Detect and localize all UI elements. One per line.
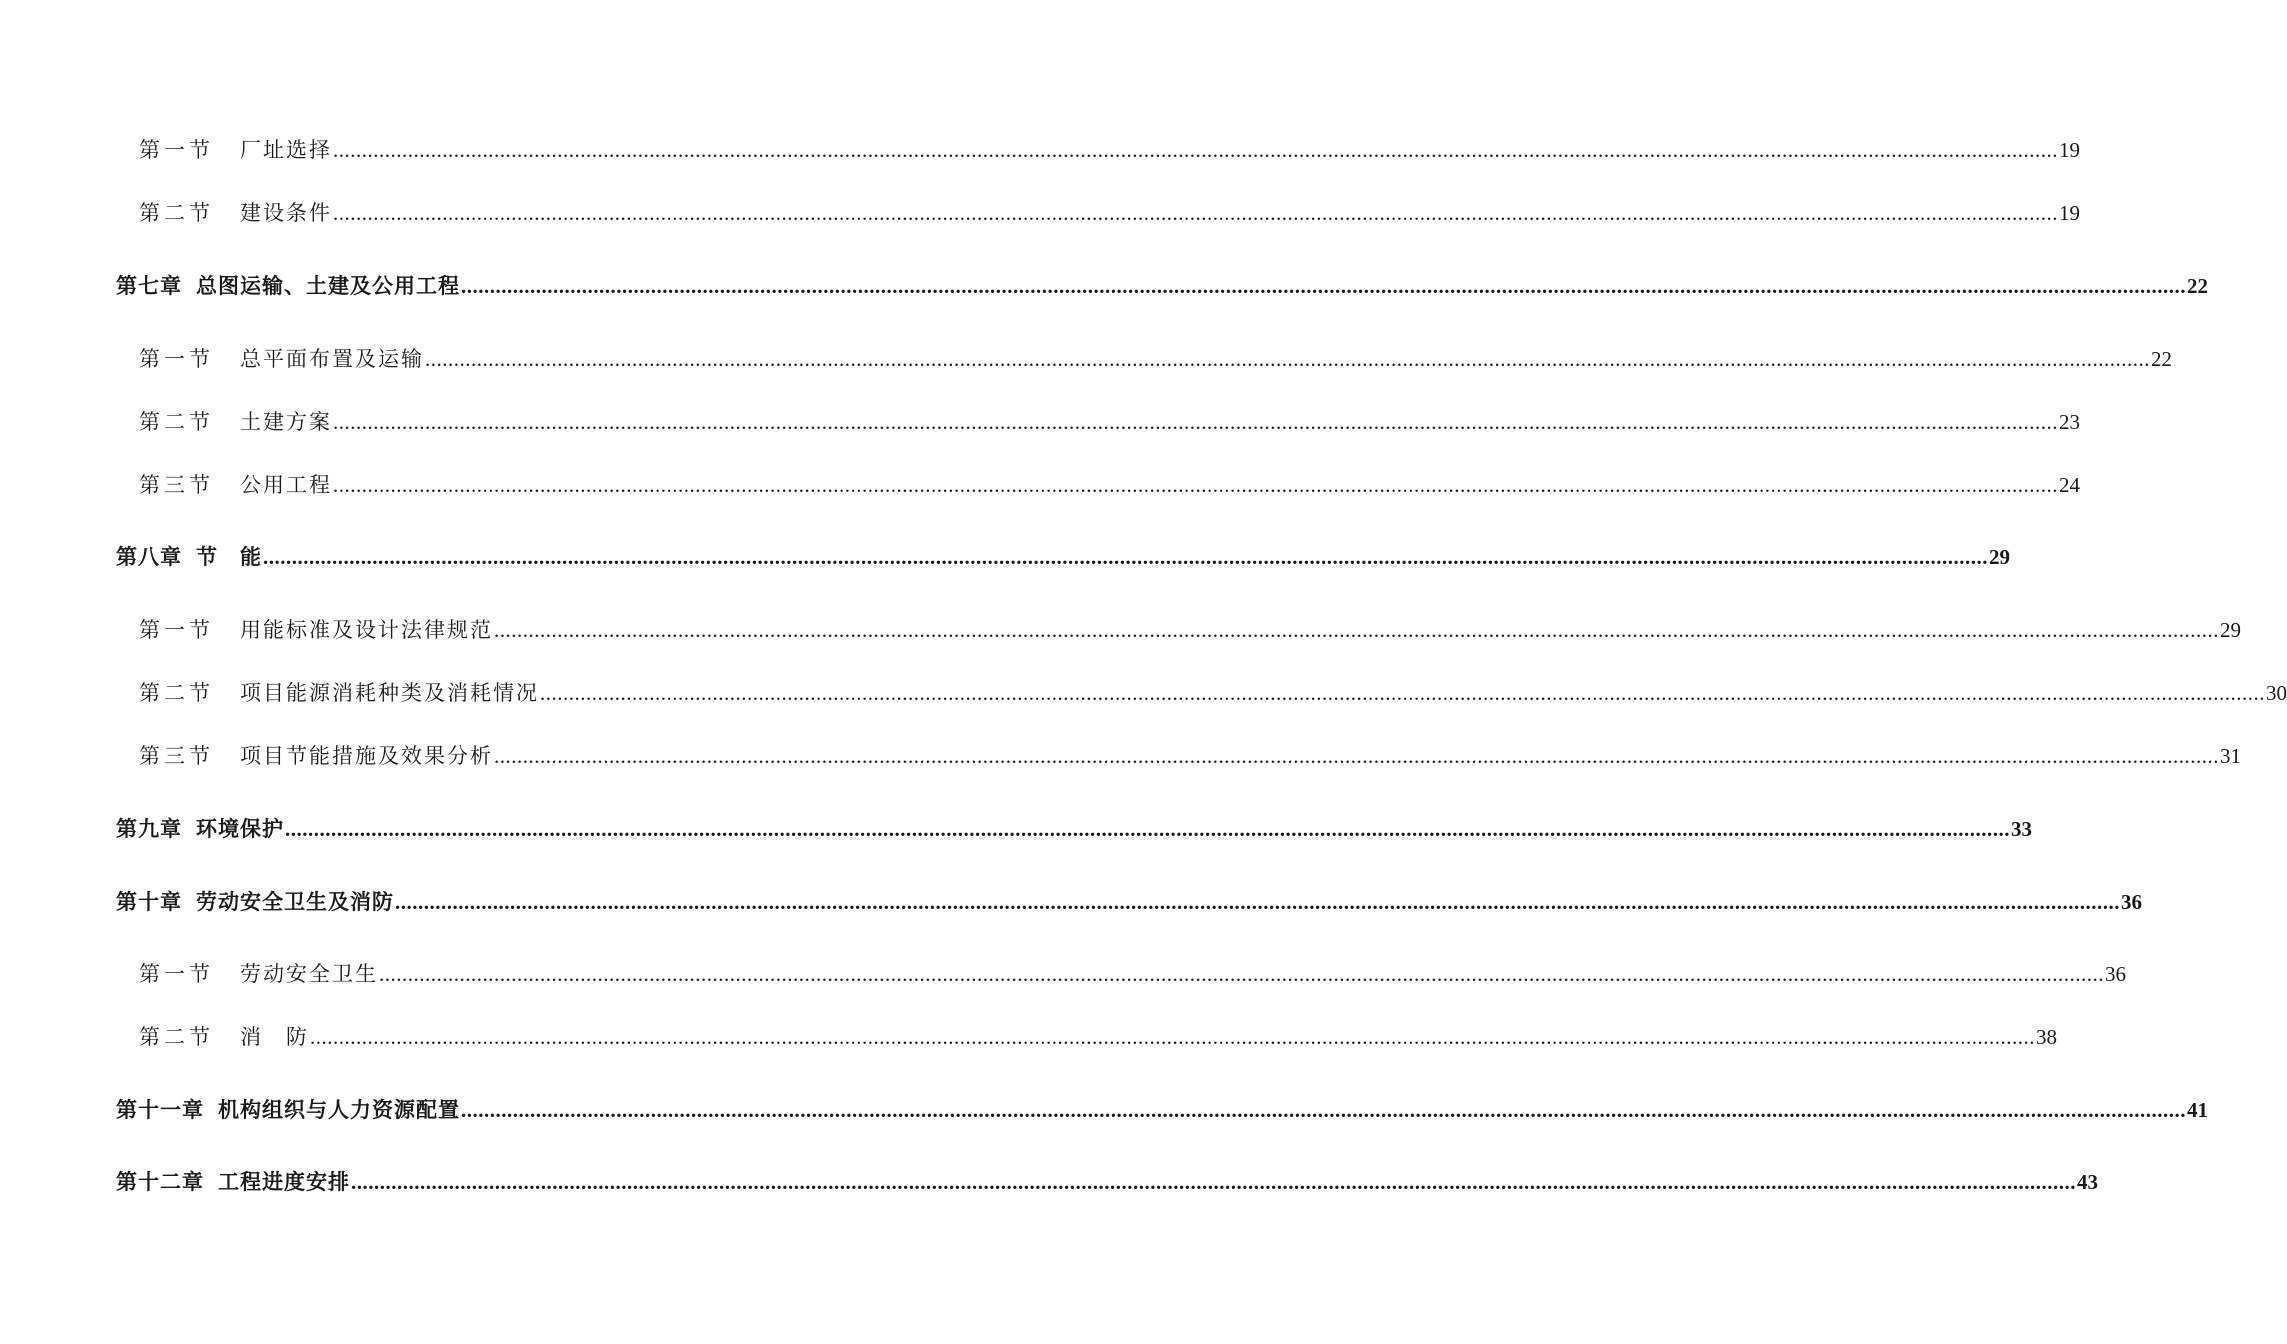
toc-entry[interactable] (139, 197, 2080, 227)
toc-entry[interactable] (116, 270, 2208, 300)
toc-leader-dots: ............................................................................................................................................................................................................................................................................................................ (395, 890, 2120, 914)
toc-entry[interactable] (116, 813, 2032, 843)
toc-entry-page: 41 (2187, 1098, 2208, 1122)
toc-entry-title: 土建方案 (240, 410, 332, 434)
toc-leader-dots: ............................................................................................................................................................................................................................................................................................................ (263, 545, 1988, 569)
toc-entry-page: 36 (2121, 890, 2142, 914)
toc-entry-title: 劳动安全卫生及消防 (196, 889, 394, 914)
toc-leader-dots: ............................................................................................................................................................................................................................................................................................................ (425, 347, 2150, 371)
toc-entry-page: 33 (2011, 817, 2032, 841)
toc-entry[interactable] (116, 886, 2142, 916)
toc-entry[interactable] (116, 541, 2010, 571)
toc-entry-number: 第十一章 (116, 1097, 204, 1122)
toc-entry-title: 建设条件 (240, 201, 332, 225)
toc-leader-dots: ............................................................................................................................................................................................................................................................................................................ (461, 1098, 2186, 1122)
toc-entry-number: 第一节 (139, 347, 214, 371)
toc-entry-title: 公用工程 (240, 473, 332, 497)
toc-entry[interactable] (139, 343, 2172, 373)
toc-entry-number: 第二节 (139, 681, 214, 705)
toc-leader-dots: ............................................................................................................................................................................................................................................................................................................ (494, 618, 2219, 642)
toc-entry-title: 机构组织与人力资源配置 (218, 1097, 460, 1122)
toc-entry[interactable] (116, 1166, 2098, 1196)
toc-entry-title: 节 能 (196, 544, 262, 569)
toc-entry[interactable] (139, 677, 2287, 707)
toc-leader-dots: ............................................................................................................................................................................................................................................................................................................ (351, 1170, 2076, 1194)
toc-entry[interactable] (139, 1021, 2057, 1051)
toc-entry[interactable] (116, 1094, 2208, 1124)
toc-entry-title: 厂址选择 (240, 138, 332, 162)
toc-entry-page: 19 (2059, 138, 2080, 162)
toc-entry-number: 第三节 (139, 744, 214, 768)
toc-entry-page: 36 (2105, 962, 2126, 986)
toc-entry-number: 第八章 (116, 544, 182, 569)
toc-entry-page: 29 (2220, 618, 2241, 642)
toc-entry[interactable] (139, 406, 2080, 436)
toc-entry-number: 第二节 (139, 1025, 214, 1049)
toc-entry-number: 第一节 (139, 618, 214, 642)
toc-leader-dots: ............................................................................................................................................................................................................................................................................................................ (333, 410, 2058, 434)
toc-leader-dots: ............................................................................................................................................................................................................................................................................................................ (494, 744, 2219, 768)
toc-entry-page: 24 (2059, 473, 2080, 497)
toc-entry-title: 项目节能措施及效果分析 (240, 744, 493, 768)
toc-entry-title: 环境保护 (196, 816, 284, 841)
toc-entry-title: 劳动安全卫生 (240, 962, 378, 986)
toc-entry-number: 第九章 (116, 816, 182, 841)
toc-entry-page: 19 (2059, 201, 2080, 225)
toc-entry-number: 第十二章 (116, 1169, 204, 1194)
toc-entry-number: 第七章 (116, 273, 182, 298)
toc-entry-number: 第一节 (139, 962, 214, 986)
toc-entry-number: 第十章 (116, 889, 182, 914)
toc-entry-title: 项目能源消耗种类及消耗情况 (240, 681, 539, 705)
toc-entry-page: 23 (2059, 410, 2080, 434)
toc-entry-page: 38 (2036, 1025, 2057, 1049)
toc-entry-number: 第一节 (139, 138, 214, 162)
toc-leader-dots: ............................................................................................................................................................................................................................................................................................................ (379, 962, 2104, 986)
toc-entry-page: 22 (2151, 347, 2172, 371)
toc-leader-dots: ............................................................................................................................................................................................................................................................................................................ (333, 138, 2058, 162)
toc-entry-page: 30 (2266, 681, 2287, 705)
toc-entry[interactable] (139, 740, 2241, 770)
toc-entry-number: 第二节 (139, 201, 214, 225)
toc-entry[interactable] (139, 958, 2126, 988)
toc-leader-dots: ............................................................................................................................................................................................................................................................................................................ (285, 817, 2010, 841)
toc-entry-number: 第二节 (139, 410, 214, 434)
toc-entry[interactable] (139, 469, 2080, 499)
toc-entry[interactable] (139, 134, 2080, 164)
toc-leader-dots: ............................................................................................................................................................................................................................................................................................................ (540, 681, 2265, 705)
toc-entry[interactable] (139, 614, 2241, 644)
toc-entry-title: 用能标准及设计法律规范 (240, 618, 493, 642)
toc-entry-title: 总图运输、土建及公用工程 (196, 273, 460, 298)
toc-leader-dots: ............................................................................................................................................................................................................................................................................................................ (333, 473, 2058, 497)
toc-entry-page: 43 (2077, 1170, 2098, 1194)
toc-leader-dots: ............................................................................................................................................................................................................................................................................................................ (461, 274, 2186, 298)
toc-entry-number: 第三节 (139, 473, 214, 497)
toc-entry-title: 工程进度安排 (218, 1169, 350, 1194)
toc-entry-page: 29 (1989, 545, 2010, 569)
toc-entry-page: 31 (2220, 744, 2241, 768)
toc-entry-title: 消 防 (240, 1025, 309, 1049)
toc-entry-page: 22 (2187, 274, 2208, 298)
toc-leader-dots: ............................................................................................................................................................................................................................................................................................................ (310, 1025, 2035, 1049)
toc-leader-dots: ............................................................................................................................................................................................................................................................................................................ (333, 201, 2058, 225)
toc-entry-title: 总平面布置及运输 (240, 347, 424, 371)
